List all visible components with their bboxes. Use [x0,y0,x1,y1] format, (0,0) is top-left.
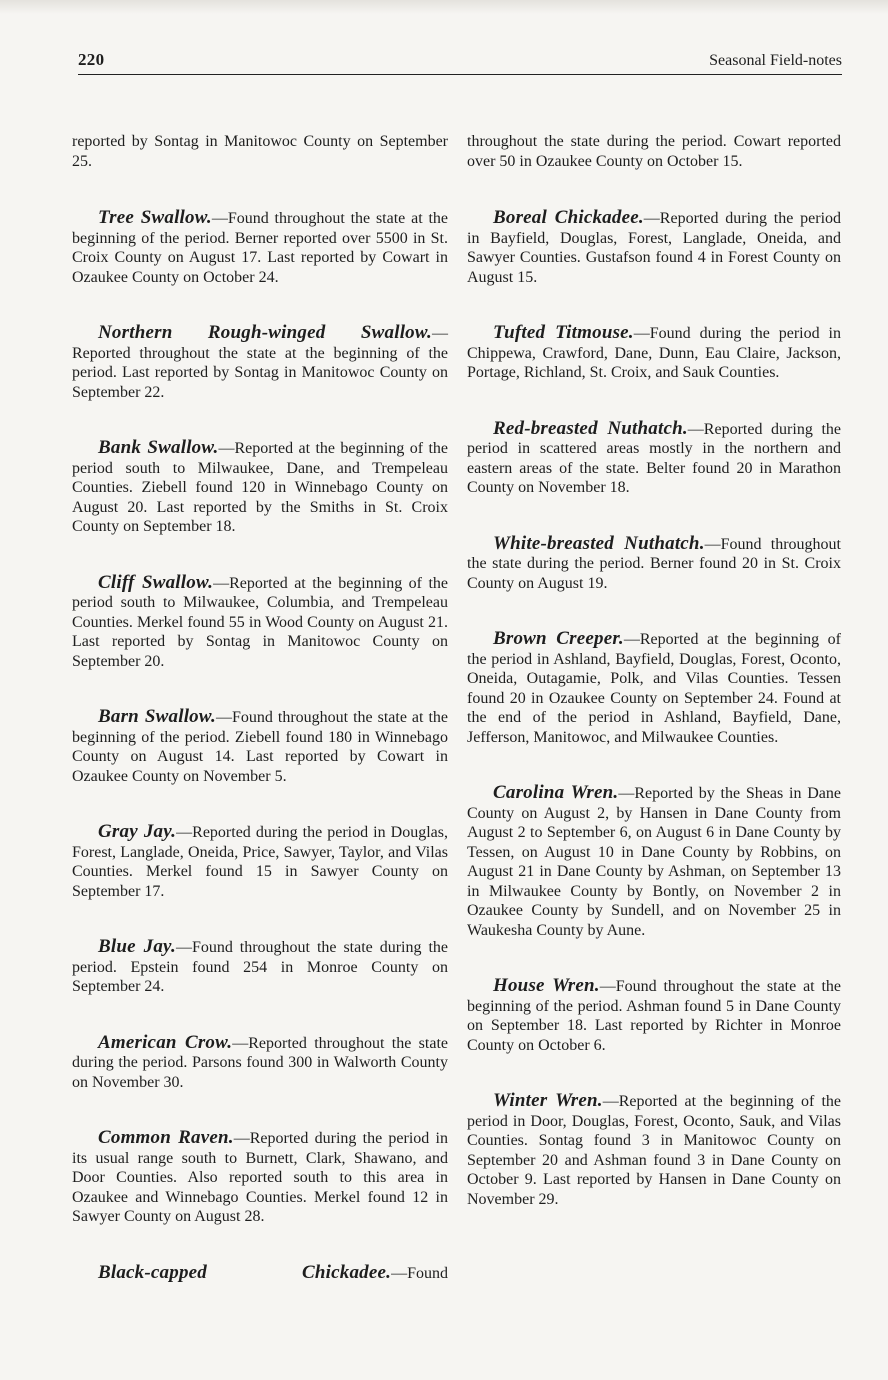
species-entry [72,323,448,402]
species-name: Boreal Chickadee. [493,207,644,228]
species-entry [72,937,448,997]
species-text: —Found throughout the state at the beginning of the period. Ashman found 5 in Dane County on September 18. Last reported by Richter in Monroe County on October 6. [467,978,841,1054]
species-text: —Reported by the Sheas in Dane County on August 2, by Hansen in Dane County from August 2 to September 6, on August 6 in Dane County by Tessen, on August 10 in Dane County by Robbins, on August 21 in Dane County by Ashman, on September 13 in Milwaukee County by Bontly, on November 2 in Ozaukee County by Sundell, and on November 25 in Waukesha County by Aune. [467,785,841,939]
species-entry [72,822,448,901]
species-name: Bank Swallow. [98,437,219,458]
page-top-shadow [0,0,888,14]
species-name: Red-breasted Nuthatch. [493,417,688,439]
species-name: Tufted Titmouse. [493,322,634,343]
running-title: Seasonal Field-notes [709,52,842,69]
species-text: —Reported at the beginning of the period south to Milwaukee, Dane, and Trempeleau Counties. Ziebell found 120 in Winnebago County on August 20. Last reported by the Smiths in St. Croix County on September 18. [72,440,449,535]
species-name: Barn Swallow. [98,706,216,727]
species-entry [72,707,448,786]
species-entry [467,419,841,498]
species-name: Black-capped Chickadee. [98,1261,392,1283]
page-number: 220 [78,50,105,69]
continuation-text: reported by Sontag in Manitowoc County on September 25. [72,133,448,170]
species-entry [72,1128,448,1227]
species-text: —Reported throughout the state during the period. Parsons found 300 in Walworth County on November 30. [72,1034,448,1091]
left-column [72,132,448,1319]
species-entry [72,1033,448,1093]
continuation-text: throughout the state during the period. Cowart reported over 50 in Ozaukee County on October 15. [467,133,841,170]
species-name: Gray Jay. [98,821,177,842]
species-text: —Reported at the beginning of the period in Ashland, Bayfield, Douglas, Forest, Oconto, Oneida, Outagamie, Polk, and Vilas Counties. Tessen found 20 in Ozaukee County on September 24. Found at the end of the period in Ashland, Bayfield, Dane, Jefferson, Manitowoc, and Milwaukee Counties. [467,631,841,746]
species-entry [72,1263,448,1284]
species-text: —Reported during the period in its usual range south to Burnett, Clark, Shawano, and Door Counties. Also reported south to this area in Ozaukee and Winnebago Counties. Merkel found 12 in Sawyer County on August 28. [72,1130,448,1225]
species-name: American Crow. [98,1031,233,1053]
species-entry [467,1091,841,1209]
species-name: Carolina Wren. [493,782,619,803]
right-column [467,132,841,1245]
page-header [78,50,842,76]
species-text: —Reported during the period in Douglas, Forest, Langlade, Oneida, Price, Sawyer, Taylor, and Vilas Counties. Merkel found 15 in Sawyer County on September 17. [72,824,449,900]
species-name: Brown Creeper. [493,628,624,649]
header-rule [78,74,842,75]
species-text: —Reported at the beginning of the period in Door, Douglas, Forest, Oconto, Sauk, and Vilas Counties. Sontag found 3 in Manitowoc County on September 20 and Ashman found 3 in Dane County on October 9. Last reported by Hansen in Dane County on November 29. [467,1093,842,1208]
species-name: White-breasted Nuthatch. [493,532,705,554]
species-text: —Reported at the beginning of the period south to Milwaukee, Columbia, and Trempeleau Counties. Merkel found 55 in Wood County on August 21. Last reported by Sontag in Manitowoc County on September 20. [72,574,449,670]
species-text: —Found throughout the state during the period. Berner found 20 in St. Croix County on August 19. [467,535,841,592]
species-name: Blue Jay. [98,936,176,957]
species-entry [467,323,841,383]
species-name: House Wren. [493,975,600,996]
species-text: —Found during the period in Chippewa, Crawford, Dane, Dunn, Eau Claire, Jackson, Portage, Richland, St. Croix, and Sauk Counties. [467,325,841,381]
species-text: —Found throughout the state during the period. Epstein found 254 in Monroe County on September 24. [72,939,448,995]
species-name: Tree Swallow. [98,207,212,228]
species-name: Common Raven. [98,1127,234,1148]
species-entry [467,208,841,287]
species-text: — Reported throughout the state at the beginning of the period. Last reported by Sontag in Manitowoc County on September 22. [72,325,448,401]
species-entry [72,208,448,287]
species-name: Northern Rough-winged Swallow. [98,322,432,343]
species-text: —Reported during the period in scattered areas mostly in the northern and eastern areas of the state. Belter found 20 in Marathon County on November 18. [467,420,841,496]
species-entry [467,629,841,747]
species-entry [72,438,448,537]
species-entry [467,976,841,1055]
species-text: —Reported during the period in Bayfield, Douglas, Forest, Langlade, Oneida, and Sawyer Counties. Gustafson found 4 in Forest County on August 15. [467,210,842,286]
species-entry [72,573,448,672]
species-text: —Found [391,1264,448,1282]
species-entry [467,534,841,594]
species-name: Winter Wren. [493,1090,603,1111]
species-text: —Found throughout the state at the beginning of the period. Ziebell found 180 in Winnebago County on August 14. Last reported by Cowart in Ozaukee County on November 5. [72,709,449,785]
species-name: Cliff Swallow. [98,571,214,593]
species-entry [467,783,841,940]
species-text: —Found throughout the state at the beginning of the period. Berner reported over 5500 in St. Croix County on August 17. Last reported by Cowart in Ozaukee County on October 24. [72,210,448,286]
